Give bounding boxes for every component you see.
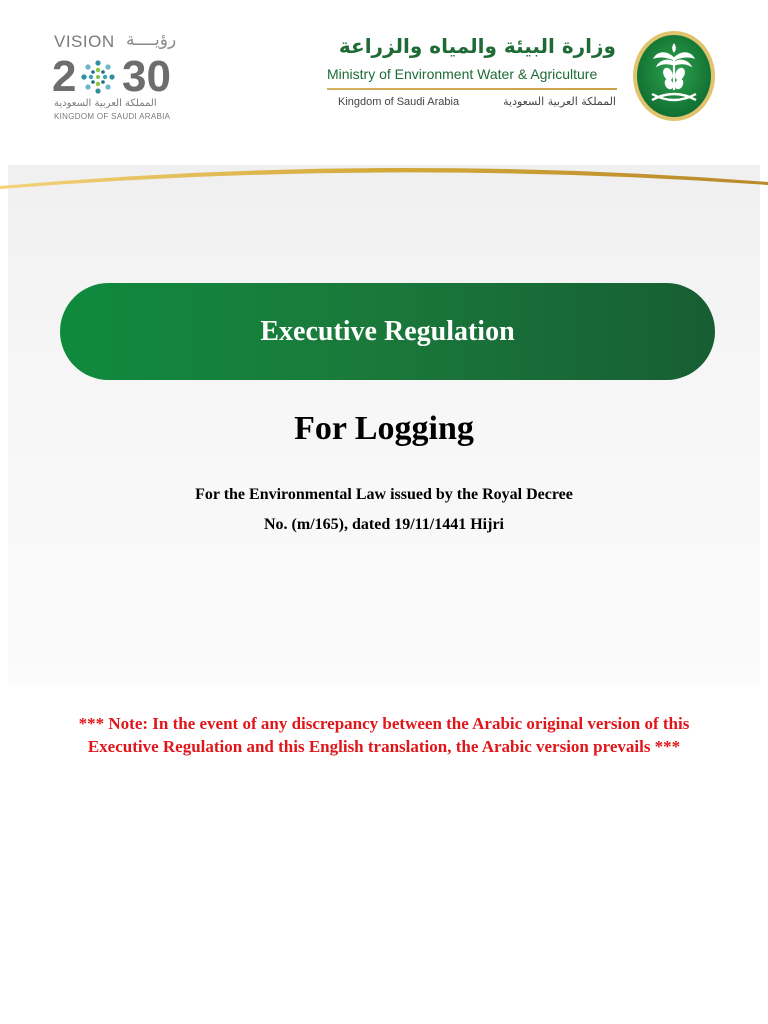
vision-english-kingdom: KINGDOM OF SAUDI ARABIA: [54, 112, 171, 121]
decree-line-2: No. (m/165), dated 19/11/1441 Hijri: [264, 516, 504, 533]
vision-arabic-word: رؤيــــة: [126, 30, 177, 50]
vision-flower-icon: [80, 59, 116, 95]
ministry-name-english: Ministry of Environment Water & Agriculture: [327, 66, 598, 82]
vision-word: VISION: [54, 32, 115, 51]
document-subtitle: For Logging: [294, 410, 474, 447]
decree-line-1: For the Environmental Law issued by the Royal Decree: [195, 486, 573, 503]
translation-note-line-2: Executive Regulation and this English translation, the Arabic version prevails ***: [87, 737, 681, 756]
translation-note-line-1: *** Note: In the event of any discrepancy between the Arabic original version of this: [78, 714, 690, 733]
title-banner: [60, 283, 715, 380]
vision-year: [52, 54, 198, 100]
vision-arabic-kingdom: المملكة العربية السعودية: [54, 98, 157, 109]
gold-swoosh-divider: [0, 158, 768, 198]
page-header: [0, 0, 768, 165]
kingdom-name-english: Kingdom of Saudi Arabia: [338, 96, 460, 108]
kingdom-name-arabic: المملكة العربية السعودية: [503, 95, 616, 108]
ministry-divider: [327, 88, 617, 90]
year-digit-right: 30: [122, 52, 171, 101]
vision-2030-logo: [50, 30, 200, 125]
ministry-name-arabic: وزارة البيئة والمياه والزراعة: [338, 34, 616, 58]
year-digit-left: 2: [52, 52, 77, 101]
saudi-emblem-icon: [630, 28, 718, 124]
document-title: Executive Regulation: [260, 315, 515, 347]
